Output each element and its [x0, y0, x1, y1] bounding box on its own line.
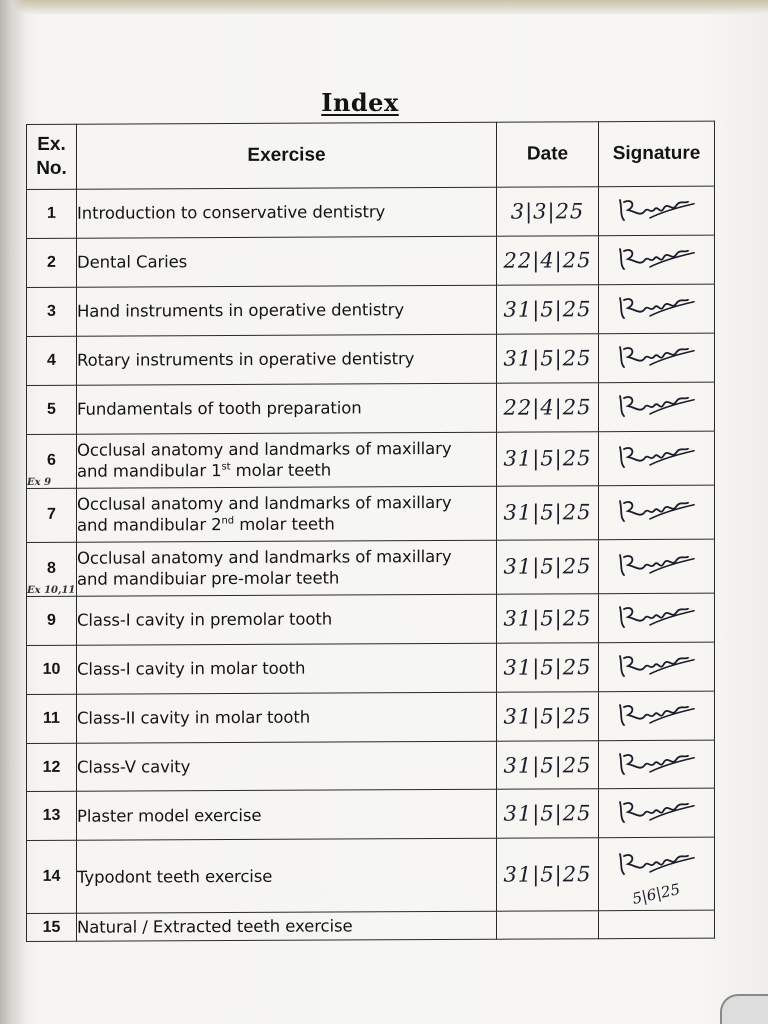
table-row: [27, 186, 715, 238]
column-header-no: No.: [36, 157, 67, 179]
signature-cell: [599, 539, 715, 594]
signature-cell: [599, 186, 715, 236]
exercise-name: Fundamentals of tooth preparation: [77, 383, 497, 434]
binder-shadow: [0, 0, 26, 1024]
table-row: [27, 789, 715, 841]
margin-note: Ex 9: [27, 476, 52, 488]
row-number: 3: [27, 287, 77, 336]
signature-cell: [599, 838, 715, 911]
row-number: 13: [27, 792, 77, 841]
column-header-exercise: Exercise: [77, 122, 497, 189]
signature-scribble: [614, 647, 700, 681]
table-row: [27, 382, 715, 434]
table-row: [27, 333, 715, 385]
row-number: 11: [27, 694, 77, 743]
table-row: [27, 284, 715, 336]
exercise-name-line2-post: molar teeth: [230, 460, 332, 481]
table-row: [27, 740, 715, 792]
exercise-name: Class-I cavity in molar tooth: [77, 643, 497, 694]
signature-scribble: [614, 696, 700, 730]
signature-scribble: [614, 598, 700, 632]
signature-cell: [599, 485, 715, 540]
signature-scribble: [614, 846, 700, 880]
signature-cell: [599, 593, 715, 643]
signature-scribble: [614, 745, 700, 779]
exercise-name-line2-post: molar teeth: [234, 514, 335, 535]
exercise-name: Plaster model exercise: [77, 790, 497, 841]
exercise-name: Rotary instruments in operative dentistry: [77, 334, 497, 385]
paper-top-edge: [0, 0, 768, 14]
signature-date: 5|6|25: [631, 879, 682, 908]
table-row: [27, 691, 715, 743]
row-number: 7: [27, 488, 77, 542]
row-number: 4: [27, 336, 77, 385]
exercise-name: Hand instruments in operative dentistry: [77, 285, 497, 336]
exercise-name: Dental Caries: [77, 236, 497, 287]
row-number: 15: [27, 914, 77, 942]
signature-cell: [599, 333, 715, 383]
table-row: [27, 910, 715, 941]
exercise-name: [77, 540, 497, 596]
exercise-name-line2: and mandibuiar pre-molar teeth: [77, 568, 340, 589]
exercise-date: 31|5|25: [497, 838, 599, 911]
ordinal-suffix: nd: [221, 515, 235, 527]
row-number: 12: [27, 743, 77, 792]
exercise-date: 31|5|25: [497, 789, 599, 838]
signature-scribble: [614, 439, 700, 473]
exercise-date: 31|5|25: [497, 485, 599, 539]
exercise-date: 22|4|25: [497, 236, 599, 285]
signature-scribble: [614, 493, 700, 527]
row-number: [27, 542, 77, 596]
exercise-name: Natural / Extracted teeth exercise: [77, 911, 497, 941]
signature-cell: [599, 284, 715, 334]
row-number-value: 8: [47, 560, 56, 578]
row-number: 10: [27, 645, 77, 694]
exercise-name: Class-II cavity in molar tooth: [77, 692, 497, 743]
exercise-name-line1: Occlusal anatomy and landmarks of maxillary: [77, 547, 452, 568]
row-number: 9: [27, 596, 77, 645]
index-table: [26, 121, 715, 942]
table-row: [27, 485, 715, 542]
exercise-date: 31|5|25: [497, 539, 599, 593]
exercise-date: 31|5|25: [497, 285, 599, 334]
index-table-wrapper: [26, 121, 714, 942]
exercise-name: Typodont teeth exercise: [77, 839, 497, 914]
exercise-date: 31|5|25: [497, 593, 599, 642]
exercise-date: [497, 911, 599, 939]
signature-scribble: [614, 547, 700, 581]
exercise-name: Introduction to conservative dentistry: [77, 187, 497, 238]
page-title: Index: [321, 88, 399, 117]
exercise-date: 31|5|25: [497, 740, 599, 789]
exercise-date: 31|5|25: [497, 642, 599, 691]
table-row: [27, 642, 715, 694]
table-row: [27, 539, 715, 596]
column-header-ex-no: [27, 124, 77, 189]
exercise-name-line2-pre: and mandibular 2: [77, 515, 222, 535]
exercise-name: Class-I cavity in premolar tooth: [77, 594, 497, 645]
signature-scribble: [614, 794, 700, 828]
signature-cell: [599, 910, 715, 938]
row-number: [27, 434, 77, 488]
table-row: [27, 431, 715, 488]
exercise-name-line1: Occlusal anatomy and landmarks of maxillary: [77, 439, 452, 461]
column-header-ex: Ex.: [37, 133, 66, 155]
page-corner-clip: [720, 994, 768, 1024]
table-row: [27, 593, 715, 645]
exercise-date: 31|5|25: [497, 334, 599, 383]
ordinal-suffix: st: [221, 461, 231, 473]
exercise-date: 22|4|25: [497, 383, 599, 432]
signature-cell: [599, 382, 715, 432]
signature-cell: [599, 740, 715, 790]
exercise-name: Class-V cavity: [77, 741, 497, 792]
exercise-date: 31|5|25: [497, 431, 599, 485]
table-header-row: [27, 121, 715, 189]
table-row: [27, 235, 715, 287]
signature-cell: [599, 642, 715, 692]
exercise-date: 31|5|25: [497, 691, 599, 740]
exercise-name: [77, 432, 497, 488]
exercise-name-line1: Occlusal anatomy and landmarks of maxillary: [77, 493, 452, 514]
row-number: 2: [27, 238, 77, 287]
signature-scribble: [614, 290, 700, 324]
signature-scribble: [614, 339, 700, 373]
signature-cell: [599, 431, 715, 486]
exercise-date: 3|3|25: [497, 187, 599, 236]
signature-cell: [599, 235, 715, 285]
exercise-name-line2-pre: and mandibular 1: [77, 461, 222, 482]
signature-cell: [599, 789, 715, 839]
column-header-signature: Signature: [599, 121, 715, 187]
signature-cell: [599, 691, 715, 741]
row-number: 5: [27, 385, 77, 434]
exercise-name: [77, 486, 497, 542]
column-header-date: Date: [497, 122, 599, 187]
signature-scribble: [614, 192, 700, 226]
signature-scribble: [614, 241, 700, 275]
row-number: 14: [27, 841, 77, 914]
table-row: [27, 838, 715, 914]
signature-scribble: [614, 387, 700, 421]
row-number-value: 6: [47, 452, 56, 470]
row-number: 1: [27, 189, 77, 238]
margin-note: Ex 10,11: [27, 584, 76, 596]
